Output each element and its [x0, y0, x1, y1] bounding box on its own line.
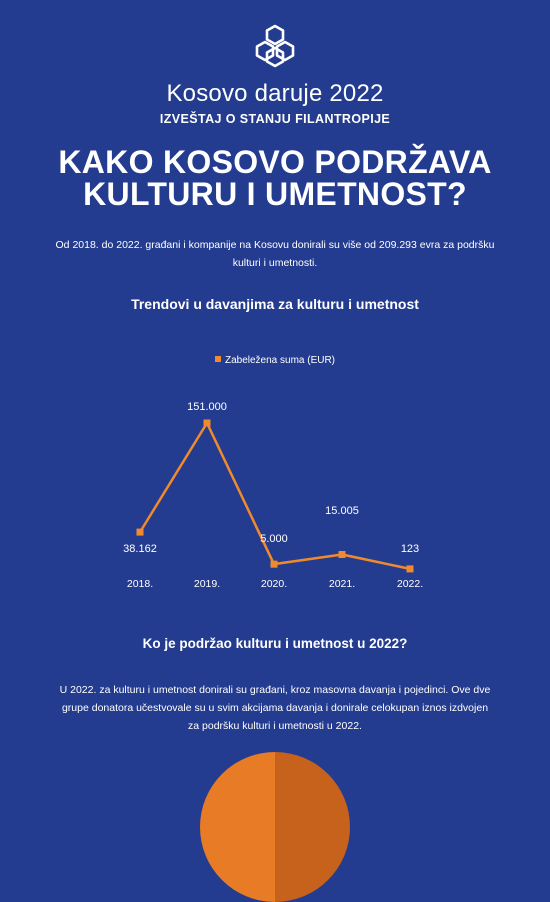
hexagon-knot-logo-icon — [251, 22, 299, 70]
chart-legend — [0, 355, 550, 366]
section-title: Ko je podržao kulturu i umetnost u 2022? — [142, 636, 408, 651]
pie-slice-right — [275, 752, 350, 902]
data-point-2019 — [204, 420, 211, 427]
section-line-1: U 2022. za kulturu i umetnost donirali su građani, kroz masovna davanja i pojedinci. Ove dve — [59, 684, 491, 696]
data-label-2020: 5.000 — [260, 533, 288, 545]
section-paragraph — [30, 681, 520, 735]
headline-line-1: KAKO KOSOVO PODRŽAVA — [58, 144, 492, 180]
series-line — [140, 423, 410, 569]
data-label-2018: 38.162 — [123, 543, 157, 555]
intro-line-2: kulturi i umetnosti. — [232, 257, 318, 269]
data-point-2022 — [407, 565, 414, 572]
x-tick-label-2019: 2019. — [193, 578, 221, 590]
x-tick-label-2018: 2018. — [126, 578, 154, 590]
x-tick-label-2021: 2021. — [328, 578, 356, 590]
data-point-2020 — [271, 561, 278, 568]
donor-pie-chart-top — [200, 752, 350, 902]
data-label-2019: 151.000 — [187, 401, 227, 413]
headline-line-2: KULTURU I UMETNOST? — [83, 176, 467, 212]
data-label-2021: 15.005 — [325, 505, 359, 517]
legend-swatch — [215, 356, 221, 362]
chart-title: Trendovi u davanjima za kulturu i umetnost — [131, 296, 419, 312]
section-line-3: za podršku kulturi i umetnosti u 2022. — [188, 720, 362, 732]
data-label-2022: 123 — [400, 543, 420, 555]
data-point-2018 — [137, 529, 144, 536]
report-subtitle: IZVEŠTAJ O STANJU FILANTROPIJE — [159, 112, 391, 126]
report-title: Kosovo daruje 2022 — [166, 80, 384, 107]
legend-label: Zabeležena suma (EUR) — [224, 355, 336, 366]
x-tick-label-2022: 2022. — [396, 578, 424, 590]
section-line-2: grupe donatora učestvovale su u svim akcijama davanja i donirale celokupan iznos izdvojen — [61, 702, 489, 714]
intro-line-1: Od 2018. do 2022. građani i kompanije na Kosovu donirali su više od 209.293 evra za podršku — [55, 239, 495, 251]
intro-paragraph — [40, 236, 510, 272]
page-headline — [0, 146, 550, 210]
x-tick-label-2020: 2020. — [260, 578, 288, 590]
pie-slice-left — [200, 752, 275, 902]
data-point-2021 — [339, 551, 346, 558]
line-chart — [0, 380, 550, 600]
